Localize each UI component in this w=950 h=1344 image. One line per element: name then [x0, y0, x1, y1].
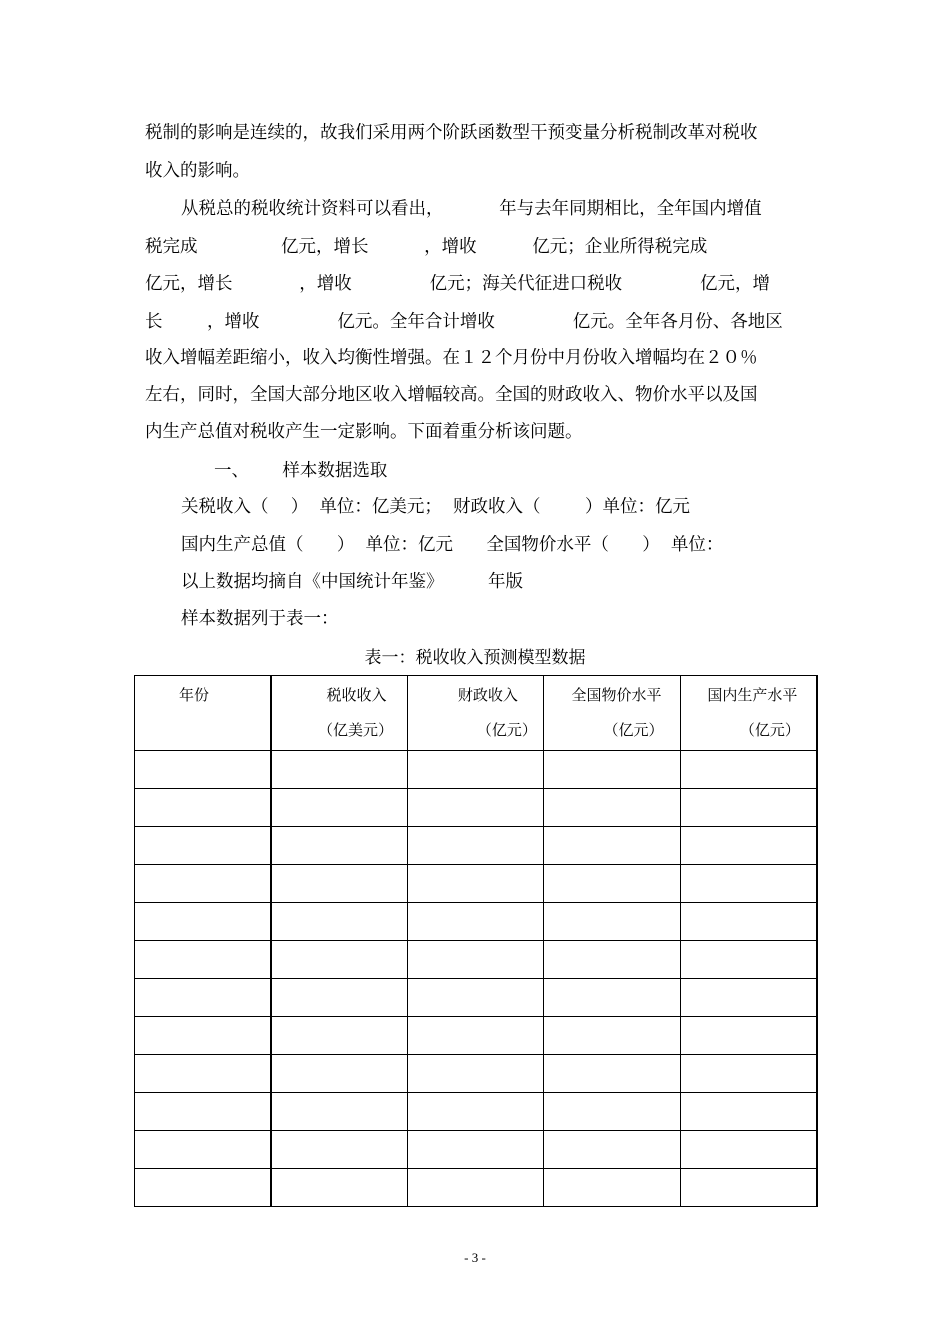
- page-number: - 3 -: [464, 1250, 486, 1265]
- table-cell: [135, 941, 271, 979]
- table-cell: [680, 865, 817, 903]
- header-tax-revenue: 税收收入 （亿美元）: [271, 676, 408, 751]
- table-cell: [544, 1093, 681, 1131]
- table-cell: [407, 979, 544, 1017]
- table-cell: [680, 1093, 817, 1131]
- table-cell: [544, 1055, 681, 1093]
- table-cell: [407, 751, 544, 789]
- table-intro-line: 样本数据列于表一：: [181, 609, 339, 629]
- table-cell: [135, 789, 271, 827]
- body-line: 长 ，增收 亿元。全年合计增收 亿元。全年各月份、各地区: [145, 312, 783, 332]
- table-cell: [271, 1131, 408, 1169]
- header-price-level: 全国物价水平 （亿元）: [544, 676, 681, 751]
- table-caption: 表一：税收收入预测模型数据: [364, 648, 586, 668]
- table-cell: [407, 1055, 544, 1093]
- table-cell: [271, 903, 408, 941]
- table-cell: [544, 789, 681, 827]
- body-line: 收入的影响。: [145, 161, 250, 181]
- table-cell: [407, 827, 544, 865]
- table-cell: [544, 1131, 681, 1169]
- data-source-line: 国内生产总值（ ） 单位：亿元 全国物价水平（ ） 单位：: [181, 535, 724, 555]
- table-cell: [407, 1131, 544, 1169]
- table-row: [135, 1055, 818, 1093]
- table-cell: [135, 1093, 271, 1131]
- table-cell: [680, 1017, 817, 1055]
- table-cell: [271, 1093, 408, 1131]
- table-row: [135, 789, 818, 827]
- body-line: 亿元，增长 ，增收 亿元；海关代征进口税收 亿元，增: [145, 274, 771, 294]
- body-line: 内生产总值对税收产生一定影响。下面着重分析该问题。: [145, 422, 583, 442]
- table-cell: [680, 1131, 817, 1169]
- data-source-line: 关税收入（ ） 单位：亿美元； 财政收入（ ）单位：亿元: [181, 497, 691, 517]
- table-cell: [135, 827, 271, 865]
- table-cell: [544, 941, 681, 979]
- table-row: [135, 979, 818, 1017]
- table-cell: [135, 1055, 271, 1093]
- table-cell: [271, 751, 408, 789]
- table-cell: [407, 1093, 544, 1131]
- table-cell: [271, 1055, 408, 1093]
- table-row: [135, 941, 818, 979]
- body-line: 税完成 亿元，增长 ，增收 亿元；企业所得税完成: [145, 237, 708, 257]
- table-cell: [271, 941, 408, 979]
- table-row: [135, 751, 818, 789]
- sample-data-table: [134, 675, 818, 1207]
- table-cell: [135, 865, 271, 903]
- section-heading: 一、 样本数据选取: [214, 461, 388, 481]
- header-fiscal-revenue: 财政收入 （亿元）: [407, 676, 544, 751]
- table-row: [135, 827, 818, 865]
- table-cell: [135, 1169, 271, 1207]
- table-cell: [680, 827, 817, 865]
- header-year: 年份: [135, 676, 271, 751]
- table-cell: [544, 903, 681, 941]
- table-row: [135, 865, 818, 903]
- table-cell: [680, 941, 817, 979]
- table-cell: [680, 1169, 817, 1207]
- table-cell: [135, 903, 271, 941]
- header-domestic-production: 国内生产水平 （亿元）: [680, 676, 817, 751]
- table-row: [135, 903, 818, 941]
- table-cell: [680, 903, 817, 941]
- body-line: 从税总的税收统计资料可以看出， 年与去年同期相比，全年国内增值: [181, 199, 762, 219]
- table-cell: [271, 1017, 408, 1055]
- table-cell: [680, 1055, 817, 1093]
- table-cell: [407, 1169, 544, 1207]
- table-cell: [271, 827, 408, 865]
- table-cell: [544, 827, 681, 865]
- data-source-line: 以上数据均摘自《中国统计年鉴》 年版: [181, 572, 524, 592]
- table-cell: [544, 979, 681, 1017]
- table-row: [135, 1093, 818, 1131]
- table-cell: [135, 1017, 271, 1055]
- table-cell: [271, 979, 408, 1017]
- body-line: 左右，同时，全国大部分地区收入增幅较高。全国的财政收入、物价水平以及国: [145, 385, 758, 405]
- table-header-row: [135, 676, 818, 751]
- body-line: 收入增幅差距缩小，收入均衡性增强。在１２个月份中月份收入增幅均在２０％: [145, 348, 758, 368]
- table-cell: [544, 1017, 681, 1055]
- table-cell: [544, 1169, 681, 1207]
- table-cell: [271, 865, 408, 903]
- table-cell: [271, 1169, 408, 1207]
- table-cell: [544, 751, 681, 789]
- table-cell: [407, 789, 544, 827]
- table-row: [135, 1169, 818, 1207]
- table-cell: [407, 903, 544, 941]
- table-cell: [135, 979, 271, 1017]
- table-row: [135, 1131, 818, 1169]
- table-cell: [680, 789, 817, 827]
- table-cell: [135, 1131, 271, 1169]
- table-row: [135, 1017, 818, 1055]
- table-cell: [407, 1017, 544, 1055]
- table-cell: [271, 789, 408, 827]
- body-line: 税制的影响是连续的，故我们采用两个阶跃函数型干预变量分析税制改革对税收: [145, 123, 758, 143]
- table-cell: [680, 751, 817, 789]
- table-cell: [544, 865, 681, 903]
- table-cell: [135, 751, 271, 789]
- table-cell: [407, 941, 544, 979]
- table-cell: [407, 865, 544, 903]
- table-cell: [680, 979, 817, 1017]
